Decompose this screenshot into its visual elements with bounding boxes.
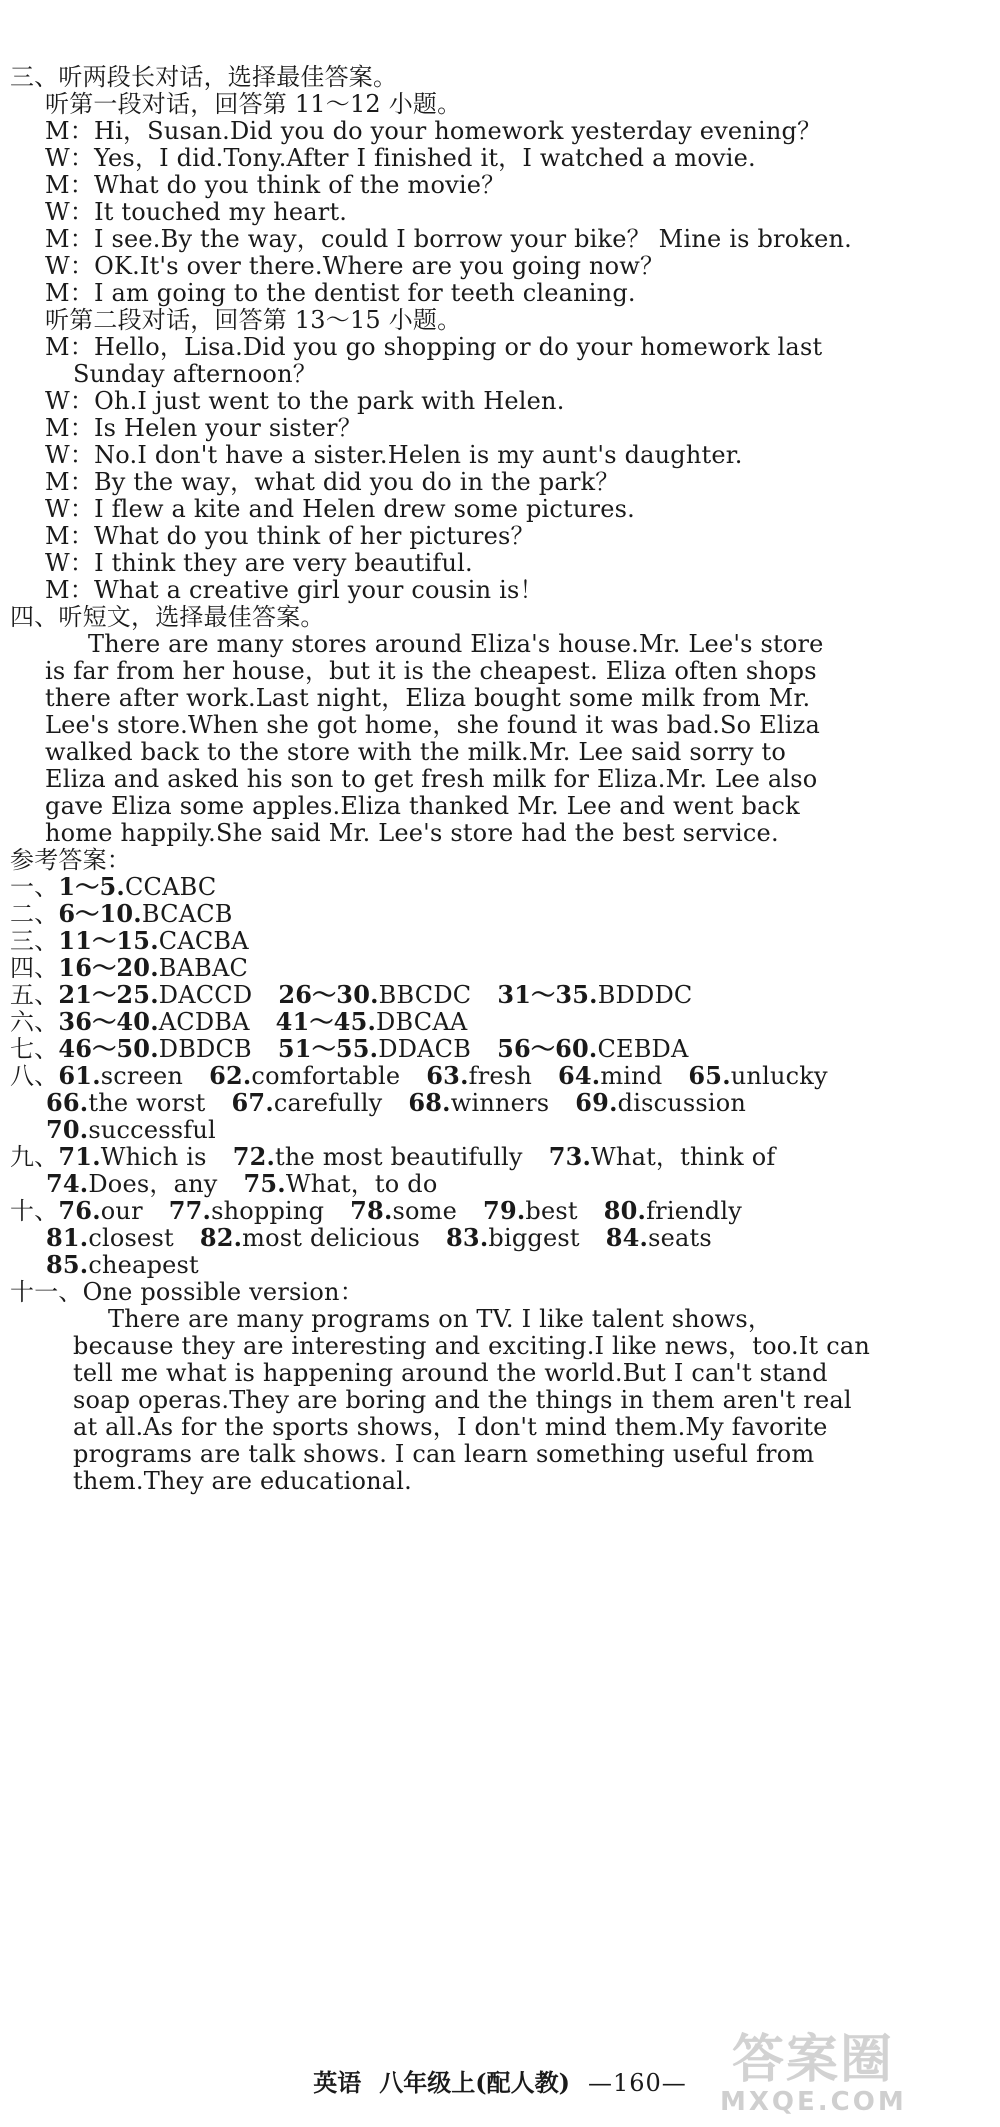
passage-line: Eliza and asked his son to get fresh milk for Eliza.Mr. Lee also	[45, 765, 818, 793]
passage-line: walked back to the store with the milk.Mr. Lee said sorry to	[45, 738, 787, 766]
answer-text: screen	[100, 1062, 184, 1090]
answer-number: 1～5.	[58, 872, 125, 901]
answer-number: 31～35.	[497, 980, 598, 1009]
transcript-line: M：Hello，Lisa.Did you go shopping or do your homework last	[45, 333, 823, 361]
answer-prefix: 六、	[10, 1008, 59, 1036]
answer-number: 66.	[46, 1088, 89, 1117]
answer-prefix: 五、	[10, 981, 59, 1009]
answer-number: 64.	[557, 1061, 601, 1090]
answer-number: 36～40.	[58, 1007, 159, 1036]
passage-line: Lee's store.When she got home，she found it was bad.So Eliza	[45, 711, 820, 739]
answer-number: 61.	[58, 1061, 101, 1090]
answer-prefix: 四、	[10, 954, 59, 982]
answer-number: 11～15.	[58, 926, 159, 955]
dialogue-2-instruction: 听第二段对话，回答第 13～15 小题。	[45, 306, 462, 334]
section-4-heading: 四、听短文，选择最佳答案。	[10, 603, 325, 631]
transcript-line: M：What do you think of her pictures？	[45, 522, 535, 550]
answer-number: 65.	[688, 1061, 731, 1090]
essay-line: them.They are educational.	[73, 1467, 412, 1495]
answer-prefix: 九、	[10, 1143, 59, 1171]
answer-text: DBDCB	[158, 1035, 252, 1063]
essay-line: at all.As for the sports shows，I don't mind them.My favorite	[73, 1413, 828, 1441]
transcript-line: M：Is Helen your sister？	[45, 414, 362, 442]
answer-number: 46～50.	[58, 1034, 159, 1063]
answer-number: 73.	[548, 1142, 592, 1171]
answer-number: 83.	[446, 1223, 489, 1252]
answer-text: CCABC	[124, 873, 217, 901]
transcript-line: M：I am going to the dentist for teeth cleaning.	[45, 279, 636, 307]
essay-heading: 十一、One possible version：	[10, 1278, 364, 1306]
answer-number: 75.	[243, 1169, 286, 1198]
essay-line: programs are talk shows. I can learn something useful from	[73, 1440, 815, 1468]
answer-number: 71.	[58, 1142, 101, 1171]
answer-text: DDACB	[378, 1035, 472, 1063]
transcript-line: M：Hi，Susan.Did you do your homework yesterday evening？	[45, 117, 822, 145]
answer-number: 56～60.	[497, 1034, 598, 1063]
essay-line: because they are interesting and exciting.I like news，too.It can	[73, 1332, 871, 1360]
passage-line: gave Eliza some apples.Eliza thanked Mr. Lee and went back	[45, 792, 800, 820]
footer-subject: 英语	[313, 2068, 362, 2097]
answer-number: 84.	[605, 1223, 649, 1252]
answer-number: 85.	[46, 1250, 89, 1279]
transcript-line: W：OK.It's over there.Where are you going now？	[45, 252, 665, 280]
answer-text: best	[525, 1197, 578, 1225]
answer-number: 51～55.	[277, 1034, 379, 1063]
answer-text: shopping	[211, 1197, 325, 1225]
answer-text: some	[392, 1197, 458, 1225]
answer-text: the worst	[88, 1089, 206, 1117]
footer-grade: 八年级上(配人教)	[379, 2068, 570, 2097]
answer-text: Which is	[100, 1143, 207, 1171]
answer-text: BABAC	[158, 954, 249, 982]
answer-text: CEBDA	[597, 1035, 689, 1063]
answer-text: CACBA	[158, 927, 249, 955]
answer-text: seats	[648, 1224, 712, 1252]
answer-text: comfortable	[251, 1062, 401, 1090]
answer-number: 69.	[575, 1088, 618, 1117]
passage-line: There are many stores around Eliza's house.Mr. Lee's store	[88, 630, 824, 658]
essay-line: There are many programs on TV. I like talent shows，	[108, 1305, 773, 1333]
answer-number: 80.	[603, 1196, 647, 1225]
passage-line: there after work.Last night，Eliza bought some milk from Mr.	[45, 684, 811, 712]
answer-text: ACDBA	[158, 1008, 250, 1036]
answer-text: fresh	[468, 1062, 532, 1090]
watermark-en: MXQE.COM	[720, 2087, 907, 2117]
answer-number: 62.	[209, 1061, 252, 1090]
transcript-line: Sunday afternoon？	[73, 360, 317, 388]
answer-number: 70.	[46, 1115, 89, 1144]
answer-number: 6～10.	[58, 899, 142, 928]
transcript-line: W：It touched my heart.	[45, 198, 348, 226]
answer-number: 82.	[199, 1223, 243, 1252]
answer-text: discussion	[617, 1089, 747, 1117]
answer-text: mind	[600, 1062, 663, 1090]
answer-prefix: 二、	[10, 900, 59, 928]
essay-line: tell me what is happening around the world.But I can't stand	[73, 1359, 828, 1387]
answer-number: 77.	[168, 1196, 212, 1225]
watermark-logo	[712, 2030, 982, 2122]
answer-number: 21～25.	[58, 980, 159, 1009]
answer-number: 79.	[483, 1196, 526, 1225]
answer-text: closest	[88, 1224, 174, 1252]
answer-prefix: 八、	[10, 1062, 59, 1090]
watermark-cn: 答案圈	[732, 2030, 895, 2090]
passage-line: is far from her house，but it is the cheapest. Eliza often shops	[45, 657, 817, 685]
passage-line: home happily.She said Mr. Lee's store had the best service.	[45, 819, 779, 847]
answer-text: BDDDC	[597, 981, 693, 1009]
answer-number: 72.	[232, 1142, 276, 1171]
page-number: —160—	[587, 2069, 687, 2097]
answer-key-heading: 参考答案：	[10, 846, 131, 874]
answer-number: 26～30.	[278, 980, 379, 1009]
answer-text: carefully	[273, 1089, 383, 1117]
answer-text: the most beautifully	[275, 1143, 523, 1171]
dialogue-1-instruction: 听第一段对话，回答第 11～12 小题。	[45, 90, 462, 118]
answer-text: successful	[88, 1116, 216, 1144]
essay-line: soap operas.They are boring and the things in them aren't real	[73, 1386, 852, 1414]
answer-text: biggest	[488, 1224, 580, 1252]
answer-text: BBCDC	[378, 981, 472, 1009]
answer-number: 78.	[350, 1196, 393, 1225]
answer-number: 63.	[426, 1061, 469, 1090]
answer-text: winners	[450, 1089, 550, 1117]
answer-text: friendly	[646, 1197, 742, 1225]
answer-text: Does，any	[88, 1170, 218, 1198]
answer-text: unlucky	[730, 1062, 828, 1090]
answer-number: 68.	[408, 1088, 451, 1117]
transcript-line: W：Yes，I did.Tony.After I finished it，I watched a movie.	[45, 144, 756, 172]
answer-text: BCACB	[141, 900, 233, 928]
answer-text: What，to do	[285, 1170, 438, 1198]
answer-text: DACCD	[158, 981, 253, 1009]
answer-prefix: 一、	[10, 873, 59, 901]
section-3-heading: 三、听两段长对话，选择最佳答案。	[10, 63, 398, 91]
transcript-line: M：By the way，what did you do in the park？	[45, 468, 620, 496]
transcript-line: W：Oh.I just went to the park with Helen.	[45, 387, 565, 415]
answer-text: most delicious	[242, 1224, 421, 1252]
answer-number: 41～45.	[275, 1007, 377, 1036]
answer-number: 81.	[46, 1223, 89, 1252]
answer-number: 67.	[231, 1088, 274, 1117]
answer-text: cheapest	[88, 1251, 199, 1279]
transcript-line: M：What do you think of the movie？	[45, 171, 506, 199]
answer-number: 16～20.	[58, 953, 159, 982]
transcript-line: W：No.I don't have a sister.Helen is my aunt's daughter.	[45, 441, 743, 469]
answer-text: our	[100, 1197, 143, 1225]
transcript-line: W：I think they are very beautiful.	[45, 549, 473, 577]
transcript-line: M：I see.By the way，could I borrow your bike？ Mine is broken.	[45, 225, 852, 253]
answer-text: DBCAA	[376, 1008, 468, 1036]
transcript-line: M：What a creative girl your cousin is！	[45, 576, 544, 604]
answer-prefix: 七、	[10, 1035, 59, 1063]
transcript-line: W：I flew a kite and Helen drew some pictures.	[45, 495, 635, 523]
answer-prefix: 十、	[10, 1197, 59, 1225]
answer-text: What，think of	[591, 1143, 776, 1171]
answer-prefix: 三、	[10, 927, 59, 955]
answer-number: 76.	[58, 1196, 101, 1225]
answer-number: 74.	[46, 1169, 89, 1198]
